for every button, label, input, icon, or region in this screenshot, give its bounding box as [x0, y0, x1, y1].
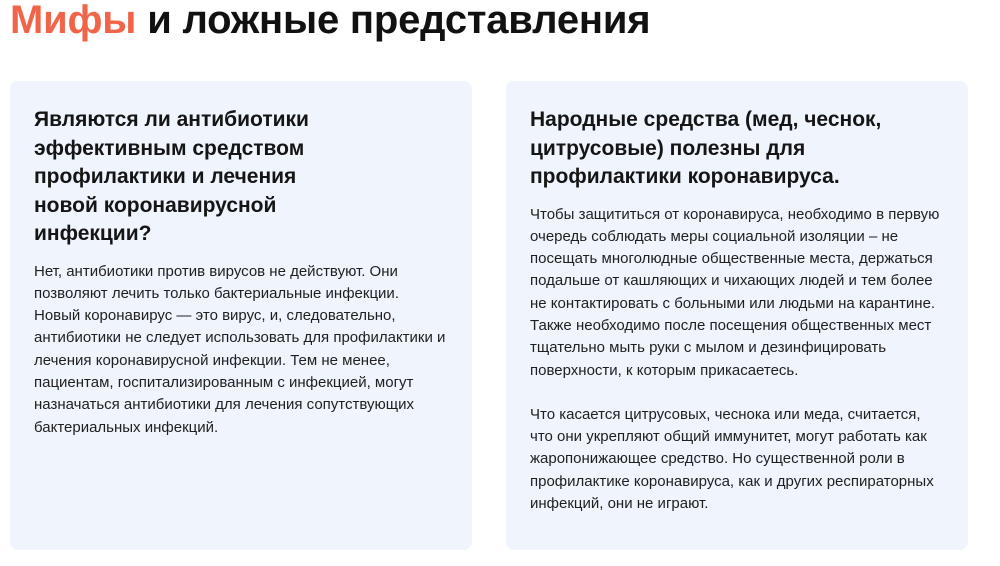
myth-card-folk-remedies: [506, 81, 968, 550]
myth-card-answer-paragraph-1: Чтобы защититься от коронавируса, необходимо в первую очередь соблюдать меры социальной изоляции – не посещать многолюдные общественные места, держаться подальше от кашляющих и чихающих людей и тем более не контактировать с больными или людьми на карантине. Также необходимо после посещения общественных мест тщательно мыть руки с мылом и дезинфицировать поверхности, к которым прикасаетесь.: [530, 205, 940, 379]
myth-card-question: Народные средства (мед, чеснок, цитрусовые) полезны для профилактики коронавируса.: [530, 108, 882, 188]
myth-card-antibiotics: [10, 81, 472, 550]
myth-card-question: Являются ли антибиотики эффективным средством профилактики и лечения новой коронавирусной инфекции?: [34, 108, 309, 245]
page-title-accent: Мифы: [10, 0, 137, 42]
page-title: [10, 0, 650, 44]
myths-cards: [10, 81, 968, 550]
page-title-rest: и ложные представления: [136, 0, 651, 42]
myth-card-answer: Нет, антибиотики против вирусов не действуют. Они позволяют лечить только бактериальные инфекции. Новый коронавирус — это вирус, и, следовательно, антибиотики не следует использовать для профилактики и лечения коронавирусной инфекции. Тем не менее, пациентам, госпитализированным с инфекцией, могут назначаться антибиотики для лечения сопутствующих бактериальных инфекций.: [34, 262, 446, 436]
myth-card-answer-paragraph-2: Что касается цитрусовых, чеснока или меда, считается, что они укрепляют общий иммунитет, могут работать как жаропонижающее средство. Но существенной роли в профилактике коронавируса, как и других респираторных инфекций, они не играют.: [530, 405, 934, 513]
